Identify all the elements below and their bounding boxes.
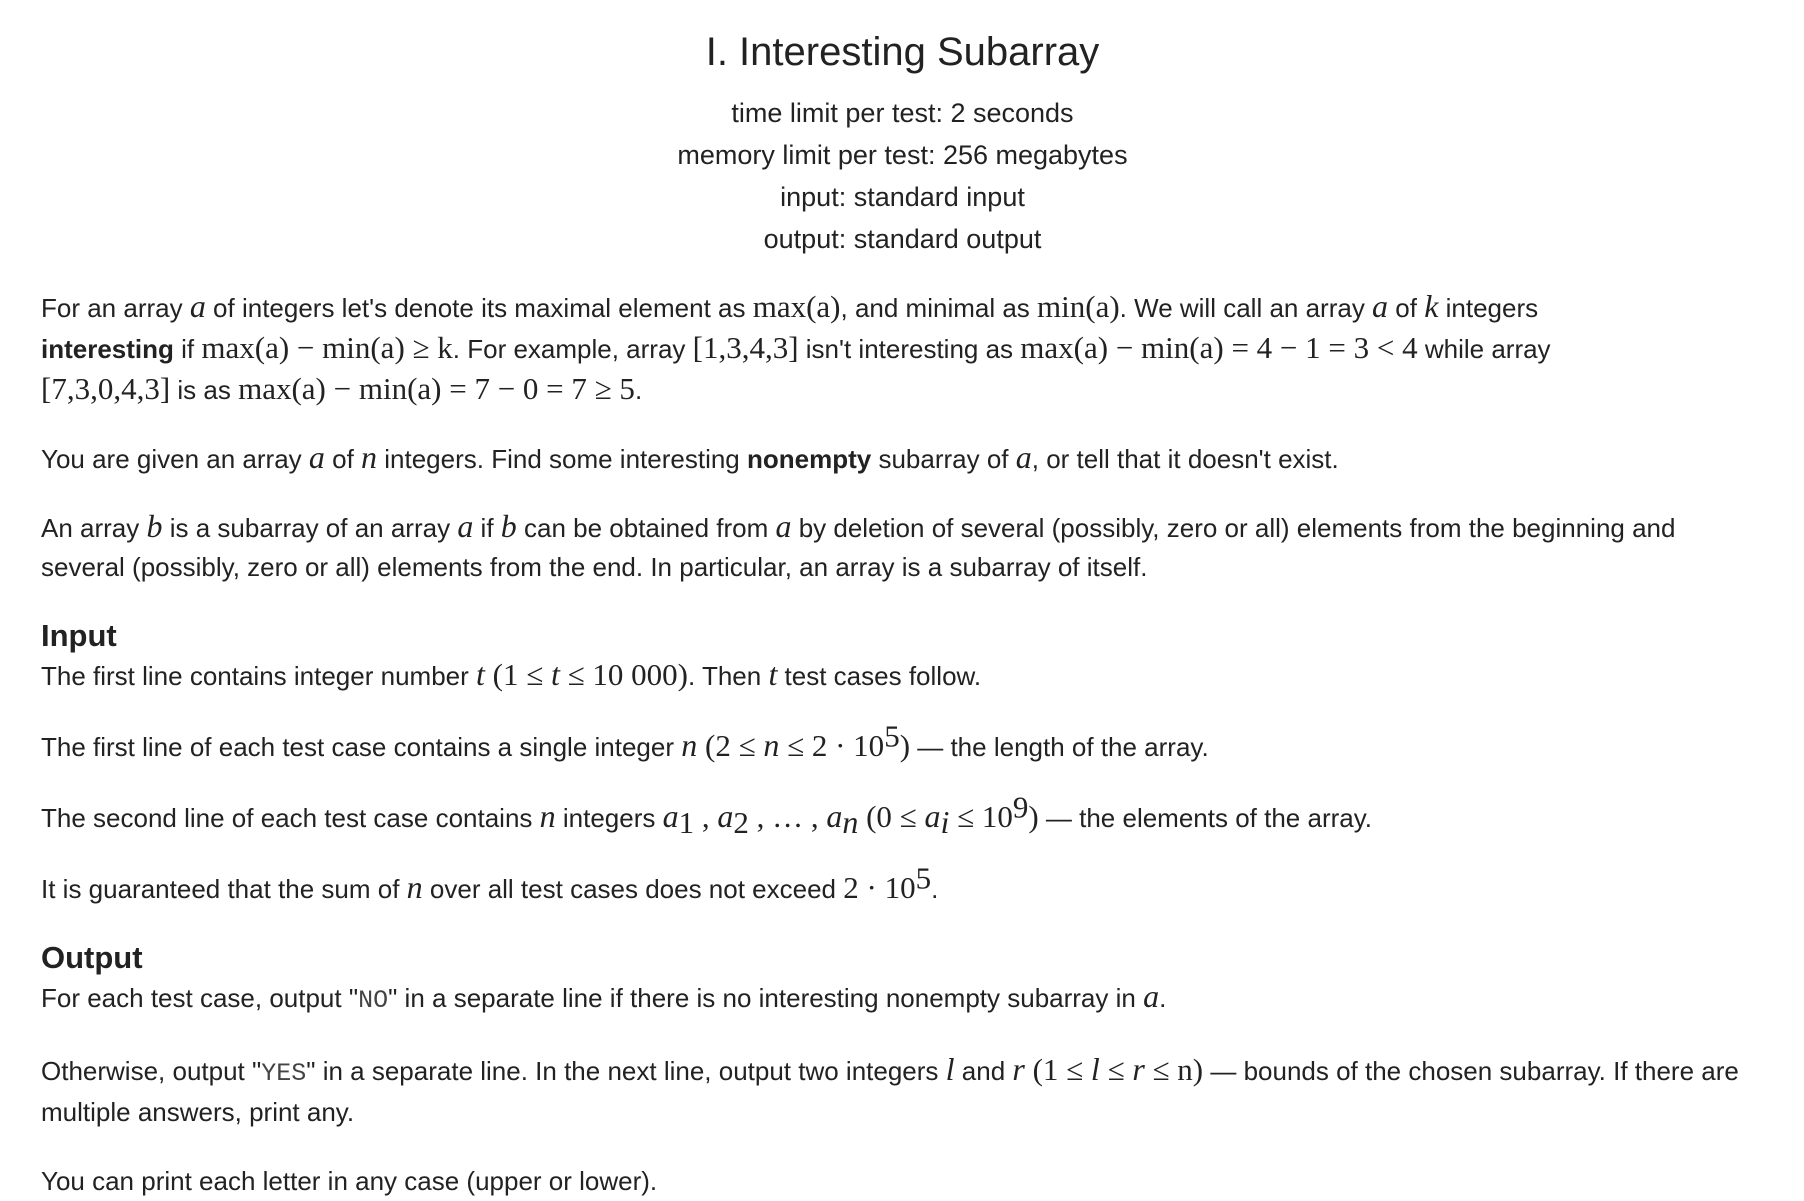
problem-title: I. Interesting Subarray bbox=[705, 30, 1100, 74]
problem-header bbox=[41, 0, 1764, 260]
time-limit: time limit per test: 2 seconds bbox=[731, 98, 1074, 128]
input-paragraph-4: It is guaranteed that the sum of n over all test cases does not exceed $2 \cdot 10^5$. bbox=[41, 860, 939, 905]
input-section-title: Input bbox=[41, 618, 117, 653]
code-yes: YES bbox=[261, 1059, 307, 1088]
output-paragraph-3: You can print each letter in any case (upper or lower). bbox=[41, 1166, 658, 1196]
output-section-title: Output bbox=[41, 940, 143, 975]
output-paragraph-1: For each test case, output "NO" in a separate line if there is no interesting nonempty subarray in a. bbox=[41, 978, 1167, 1015]
input-paragraph-1: The first line contains integer number t (1 ≤ t ≤ 10 000). Then t test cases follow. bbox=[41, 656, 982, 692]
input-paragraph-2: The first line of each test case contains a single integer n $(2 \le n \le 2 \cdot 10^5)$ — the length of the array. bbox=[41, 718, 1209, 763]
bold-term-nonempty: nonempty bbox=[747, 444, 872, 474]
input-spec: input: standard input bbox=[780, 182, 1025, 212]
problem-limits bbox=[41, 92, 1764, 260]
statement-paragraph-1: For an array a of integers let's denote its maximal element as max(a), and minimal as min(a). We will call an array a of k integers interesting if max(a) − min(a) ≥ k. For example, array [1,3,4,3] isn't interesting as max(a) − min(a) = 4 − 1 = 3 < 4 while array [7,3,0,4,3] is as max(a) − min(a) = 7 − 0 = 7 ≥ 5. bbox=[41, 288, 1551, 406]
input-paragraph-3: The second line of each test case contains n integers $a_1$ , $a_2$ , … , $a_n$ $(0 \le a_i \le 10^9)$ — the elements of the array. bbox=[41, 789, 1373, 841]
output-paragraph-2: Otherwise, output "YES" in a separate line. In the next line, output two integers l and r (1 ≤ l ≤ r ≤ n) — bounds of the chosen subarray. If there are multiple answers, print any. bbox=[41, 1051, 1739, 1127]
output-spec: output: standard output bbox=[763, 224, 1042, 254]
code-no: NO bbox=[358, 986, 389, 1015]
bold-term-interesting: interesting bbox=[41, 334, 174, 364]
memory-limit: memory limit per test: 256 megabytes bbox=[677, 140, 1128, 170]
statement-paragraph-3: An array b is a subarray of an array a if b can be obtained from a by deletion of several (possibly, zero or all) elements from the beginning and several (possibly, zero or all) elements from the end. In particular, an array is a subarray of itself. bbox=[41, 508, 1676, 582]
statement-paragraph-2: You are given an array a of n integers. Find some interesting nonempty subarray of a, or tell that it doesn't exist. bbox=[41, 439, 1339, 475]
